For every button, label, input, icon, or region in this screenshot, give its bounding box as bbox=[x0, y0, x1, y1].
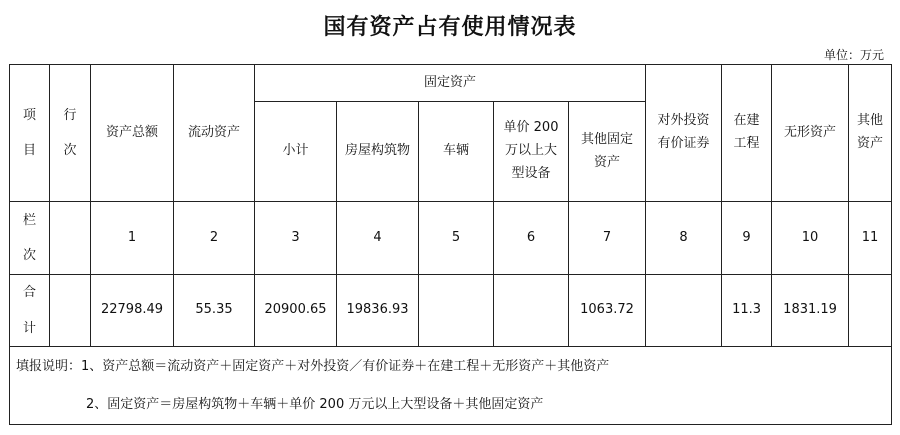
total-cell: 22798.49 bbox=[91, 275, 174, 347]
column-number-cell: 10 bbox=[772, 202, 849, 275]
column-number-cell: 9 bbox=[722, 202, 772, 275]
notes-cell bbox=[10, 347, 892, 425]
total-cell bbox=[494, 275, 569, 347]
total-label: 合 计 bbox=[10, 275, 50, 347]
header-intangible: 无形资产 bbox=[772, 65, 849, 202]
header-buildings: 房屋构筑物 bbox=[337, 102, 419, 202]
column-number-cell: 8 bbox=[646, 202, 722, 275]
column-number-cell: 2 bbox=[174, 202, 255, 275]
column-number-cell: 5 bbox=[419, 202, 494, 275]
column-number-row bbox=[10, 202, 892, 275]
note-line-1: 填报说明：1、资产总额＝流动资产＋固定资产＋对外投资／有价证券＋在建工程＋无形资产＋其他资产 bbox=[16, 358, 610, 374]
header-row-no: 行 次 bbox=[50, 65, 91, 202]
header-total-assets: 资产总额 bbox=[91, 65, 174, 202]
header-vehicles: 车辆 bbox=[419, 102, 494, 202]
header-subtotal: 小计 bbox=[255, 102, 337, 202]
assets-table bbox=[9, 64, 892, 425]
column-number-label: 栏 次 bbox=[10, 202, 50, 275]
column-number-cell: 6 bbox=[494, 202, 569, 275]
header-current-assets: 流动资产 bbox=[174, 65, 255, 202]
column-number-cell: 1 bbox=[91, 202, 174, 275]
page-title: 国有资产占有使用情况表 bbox=[323, 14, 577, 40]
header-row-1 bbox=[10, 65, 892, 102]
note-line-2: 2、固定资产＝房屋构筑物＋车辆＋单价 200 万元以上大型设备＋其他固定资产 bbox=[86, 396, 544, 412]
total-cell bbox=[50, 275, 91, 347]
column-number-cell: 7 bbox=[569, 202, 646, 275]
column-number-cell: 11 bbox=[849, 202, 892, 275]
header-other-fixed: 其他固定 资产 bbox=[569, 102, 646, 202]
header-large-equipment: 单价 200 万以上大 型设备 bbox=[494, 102, 569, 202]
total-cell: 1831.19 bbox=[772, 275, 849, 347]
notes-row bbox=[10, 347, 892, 425]
column-number-cell: 3 bbox=[255, 202, 337, 275]
total-cell: 11.3 bbox=[722, 275, 772, 347]
total-cell: 1063.72 bbox=[569, 275, 646, 347]
total-cell bbox=[646, 275, 722, 347]
total-cell bbox=[849, 275, 892, 347]
total-cell: 19836.93 bbox=[337, 275, 419, 347]
total-cell: 55.35 bbox=[174, 275, 255, 347]
header-other-assets: 其他 资产 bbox=[849, 65, 892, 202]
total-cell: 20900.65 bbox=[255, 275, 337, 347]
total-cell bbox=[419, 275, 494, 347]
unit-label: 单位：万元 bbox=[823, 48, 884, 62]
column-number-cell: 4 bbox=[337, 202, 419, 275]
header-construction: 在建 工程 bbox=[722, 65, 772, 202]
header-fixed-assets: 固定资产 bbox=[255, 65, 646, 102]
header-investments: 对外投资 有价证券 bbox=[646, 65, 722, 202]
header-item: 项 目 bbox=[10, 65, 50, 202]
column-number-cell bbox=[50, 202, 91, 275]
total-row bbox=[10, 275, 892, 347]
